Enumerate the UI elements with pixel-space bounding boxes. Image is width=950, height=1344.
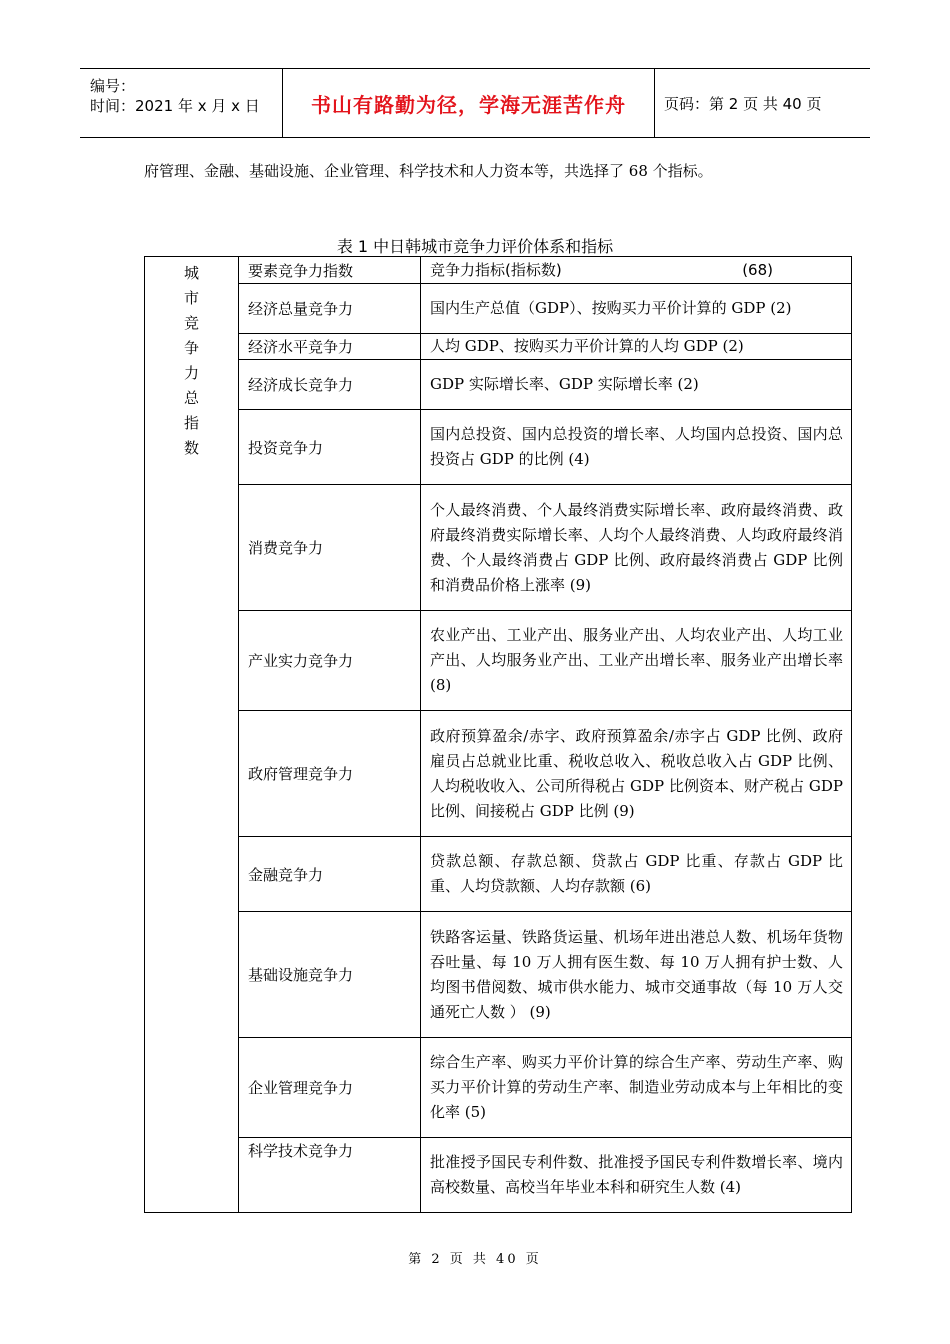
- motto: 书山有路勤为径，学海无涯苦作舟: [311, 92, 626, 117]
- category-cell: 产业实力竞争力: [239, 611, 421, 711]
- page-header: [80, 68, 870, 138]
- category-cell: 投资竞争力: [239, 410, 421, 485]
- indicators-cell: 批准授予国民专利件数、批准授予国民专利件数增长率、境内高校数量、高校当年毕业本科和研究生人数 (4): [421, 1138, 852, 1213]
- indicators-cell: GDP 实际增长率、GDP 实际增长率 (2): [421, 360, 852, 410]
- number-label: 编号：: [90, 77, 136, 95]
- table-row: [145, 334, 852, 360]
- indicators-cell: 国内生产总值（GDP）、按购买力平价计算的 GDP (2): [421, 284, 852, 334]
- header-indicators-cell: [421, 257, 852, 284]
- table-row: [145, 711, 852, 837]
- category-cell: 消费竞争力: [239, 485, 421, 611]
- indicators-cell: 国内总投资、国内总投资的增长率、人均国内总投资、国内总投资占 GDP 的比例 (4): [421, 410, 852, 485]
- indicators-cell: 政府预算盈余/赤字、政府预算盈余/赤字占 GDP 比例、政府雇员占总就业比重、税收总收入、税收总收入占 GDP 比例、人均税收收入、公司所得税占 GDP 比例资本、财产税占 GDP 比例、间接税占 GDP 比例 (9): [421, 711, 852, 837]
- indicators-cell: 综合生产率、购买力平价计算的综合生产率、劳动生产率、购买力平价计算的劳动生产率、制造业劳动成本与上年相比的变化率 (5): [421, 1038, 852, 1138]
- table-row: [145, 485, 852, 611]
- header-indicators: 竞争力指标(指标数): [430, 260, 562, 279]
- category-cell: 经济成长竞争力: [239, 360, 421, 410]
- table-row: [145, 410, 852, 485]
- table-row: [145, 360, 852, 410]
- intro-paragraph: 府管理、金融、基础设施、企业管理、科学技术和人力资本等，共选择了 68 个指标。: [144, 162, 713, 180]
- table-header-row: [145, 257, 852, 284]
- table-caption: 表 1 中日韩城市竞争力评价体系和指标: [336, 237, 614, 256]
- category-cell: 金融竞争力: [239, 837, 421, 912]
- header-meta: [80, 69, 282, 137]
- category-cell: 企业管理竞争力: [239, 1038, 421, 1138]
- header-motto-cell: [282, 69, 655, 137]
- indicators-cell: 贷款总额、存款总额、贷款占 GDP 比重、存款占 GDP 比重、人均贷款额、人均存款额 (6): [421, 837, 852, 912]
- category-cell: 经济水平竞争力: [239, 334, 421, 360]
- page-footer: 第 2 页 共 40 页: [408, 1252, 542, 1267]
- header-page-info-cell: [654, 69, 870, 137]
- indicators-cell: 个人最终消费、个人最终消费实际增长率、政府最终消费、政府最终消费实际增长率、人均个人最终消费、人均政府最终消费、个人最终消费占 GDP 比例、政府最终消费占 GDP 比例和消费品价格上涨率 (9): [421, 485, 852, 611]
- table-row: [145, 837, 852, 912]
- date-label: 时间：2021 年 x 月 x 日: [90, 97, 260, 115]
- table-row: [145, 284, 852, 334]
- header-total: (68): [742, 260, 773, 279]
- table-row: [145, 1138, 852, 1213]
- indicators-cell: 人均 GDP、按购买力平价计算的人均 GDP (2): [421, 334, 852, 360]
- table-row: [145, 611, 852, 711]
- root-label-cell: [145, 257, 239, 1213]
- category-cell: 科学技术竞争力: [239, 1138, 421, 1213]
- indicator-table: [144, 256, 852, 1213]
- table-row: [145, 912, 852, 1038]
- category-cell: 经济总量竞争力: [239, 284, 421, 334]
- root-label: 城市竞争力总指数: [183, 264, 199, 457]
- table-row: [145, 1038, 852, 1138]
- indicators-cell: 农业产出、工业产出、服务业产出、人均农业产出、人均工业产出、人均服务业产出、工业产出增长率、服务业产出增长率 (8): [421, 611, 852, 711]
- indicators-cell: 铁路客运量、铁路货运量、机场年进出港总人数、机场年货物吞吐量、每 10 万人拥有医生数、每 10 万人拥有护士数、人均图书借阅数、城市供水能力、城市交通事故（每 10 万人交通死亡人数 ） (9): [421, 912, 852, 1038]
- category-cell: 政府管理竞争力: [239, 711, 421, 837]
- page-info: 页码：第 2 页 共 40 页: [664, 94, 822, 113]
- header-category: 要素竞争力指数: [239, 257, 421, 284]
- category-cell: 基础设施竞争力: [239, 912, 421, 1038]
